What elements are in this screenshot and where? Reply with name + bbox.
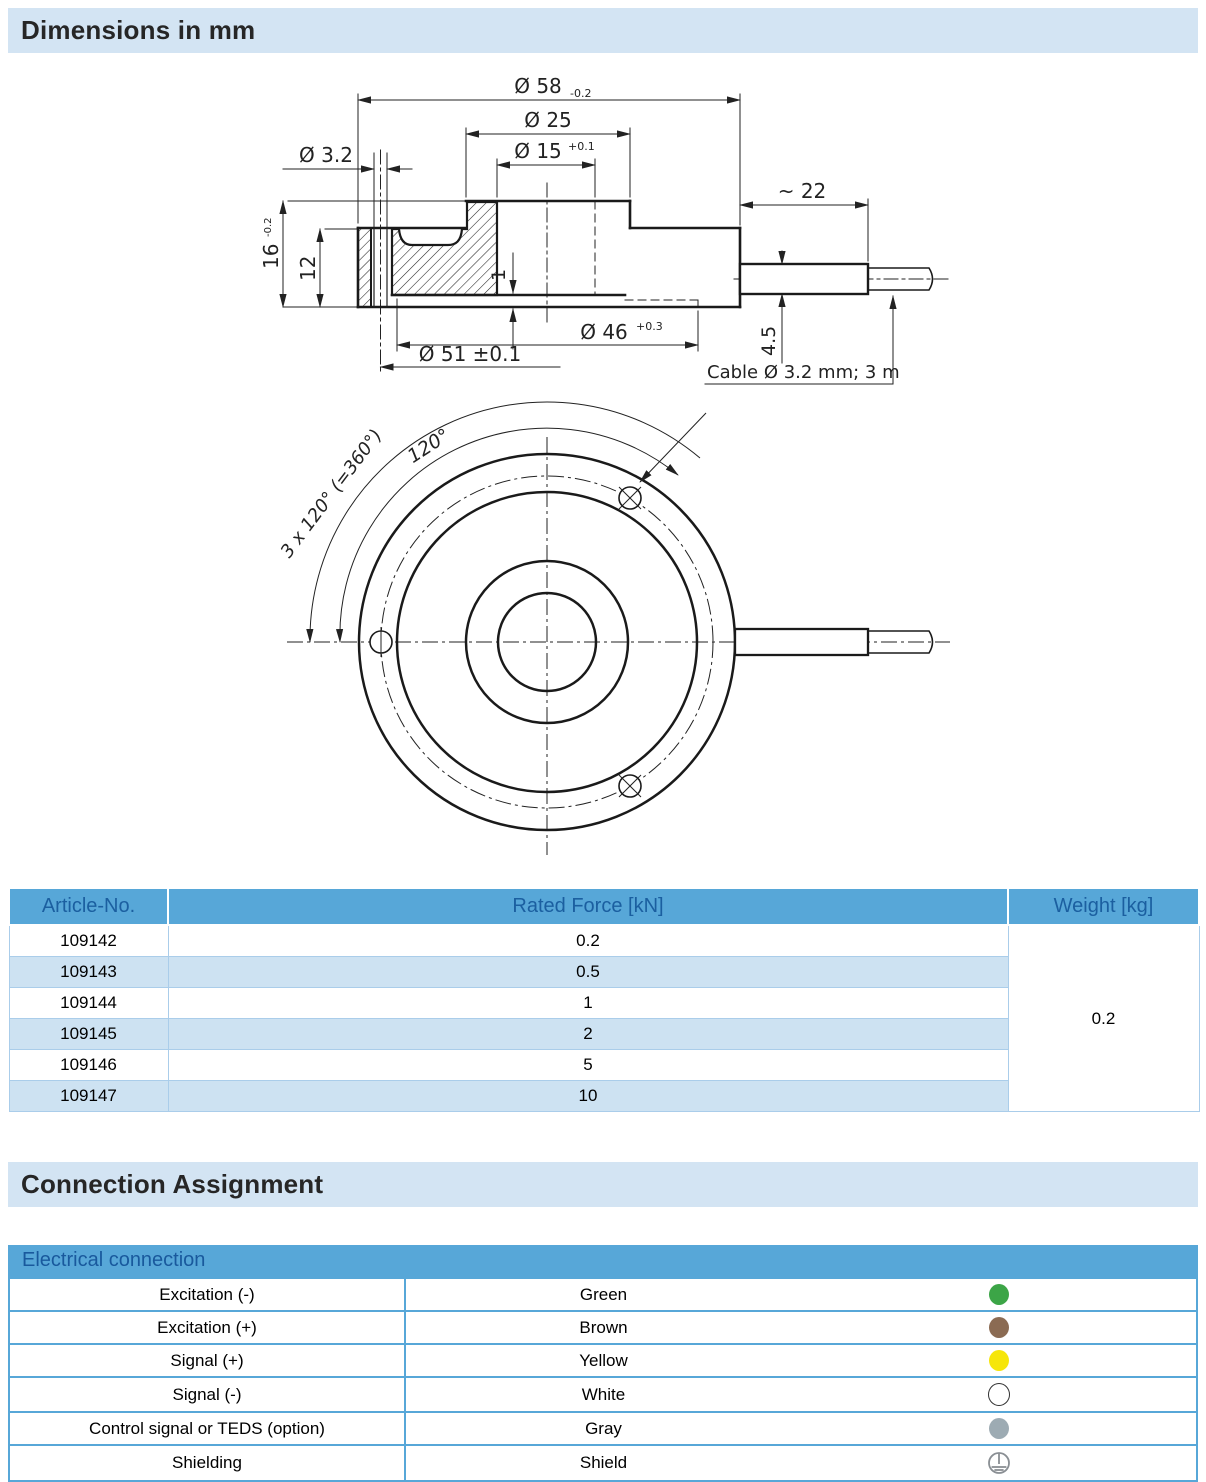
green-wire-dot [989, 1284, 1009, 1305]
wire-function: Excitation (+) [9, 1311, 405, 1344]
wire-color-name: Brown [405, 1311, 801, 1344]
angle-3x120-label: 3 x 120° (=360°) [276, 425, 387, 562]
wire-color-cell [801, 1445, 1197, 1481]
article-no: 109142 [9, 925, 168, 957]
dim-diameter-25: Ø 25 [524, 108, 572, 132]
ground-shield-icon [987, 1451, 1011, 1475]
dim-length-22: ~ 22 [777, 179, 827, 203]
list-item [9, 1344, 1197, 1377]
brown-wire-dot [989, 1317, 1009, 1338]
dim-diameter-46: Ø 46 [580, 320, 628, 344]
load-cell-drawing [0, 55, 1206, 867]
article-no: 109144 [9, 988, 168, 1019]
wire-function: Excitation (-) [9, 1278, 405, 1311]
hatched-outer-ring [358, 228, 371, 307]
rated-force: 0.5 [168, 957, 1008, 988]
dim-diameter-15-tolerance: +0.1 [568, 140, 595, 153]
dimensions-banner-title: Dimensions in mm [8, 8, 1198, 53]
dim-diameter-51: Ø 51 ±0.1 [418, 342, 522, 366]
dim-height-4-5: 4.5 [758, 325, 780, 356]
col-header-article-no: Article-No. [9, 888, 168, 925]
dim-recess-1: 1 [488, 268, 510, 281]
wire-color-cell [801, 1412, 1197, 1445]
article-no: 109145 [9, 1019, 168, 1050]
dim-diameter-58: Ø 58 [514, 74, 562, 98]
top-view [277, 402, 950, 855]
list-item [9, 1278, 1197, 1311]
hatched-section-body [392, 202, 497, 295]
dim-height-12: 12 [296, 255, 320, 281]
wire-color-name: Yellow [405, 1344, 801, 1377]
table-row [9, 925, 1199, 957]
list-item [9, 1377, 1197, 1412]
dim-height-16: 16 [259, 243, 283, 269]
rated-force: 0.2 [168, 925, 1008, 957]
col-header-rated-force: Rated Force [kN] [168, 888, 1008, 925]
cross-section-view [259, 74, 948, 384]
list-item [9, 1311, 1197, 1344]
dim-diameter-3-2: Ø 3.2 [299, 143, 353, 167]
dim-diameter-58-tolerance: -0.2 [570, 87, 592, 100]
dim-height-16-tolerance: -0.2 [263, 217, 274, 237]
white-wire-dot [988, 1383, 1010, 1406]
article-table [8, 887, 1200, 1112]
dim-diameter-46-tolerance: +0.3 [636, 320, 663, 333]
dim-diameter-15: Ø 15 [514, 139, 562, 163]
article-no: 109143 [9, 957, 168, 988]
wire-color-cell [801, 1311, 1197, 1344]
list-item [9, 1445, 1197, 1481]
wire-color-name: Green [405, 1278, 801, 1311]
rated-force: 2 [168, 1019, 1008, 1050]
wire-color-name: Gray [405, 1412, 801, 1445]
col-header-weight: Weight [kg] [1008, 888, 1199, 925]
wire-color-cell [801, 1377, 1197, 1412]
cable-label: Cable Ø 3.2 mm; 3 m [707, 362, 900, 383]
article-no: 109146 [9, 1050, 168, 1081]
list-item [9, 1412, 1197, 1445]
electrical-connection-header: Electrical connection [9, 1245, 1197, 1278]
article-no: 109147 [9, 1081, 168, 1112]
connection-assignment-banner-title: Connection Assignment [8, 1162, 1198, 1207]
angle-120-label: 120° [403, 424, 454, 468]
rated-force: 10 [168, 1081, 1008, 1112]
weight-value: 0.2 [1008, 925, 1199, 1112]
gray-wire-dot [989, 1418, 1009, 1439]
electrical-connection-table [8, 1245, 1198, 1482]
technical-drawing [0, 55, 1206, 867]
wire-function: Signal (-) [9, 1377, 405, 1412]
wire-function: Control signal or TEDS (option) [9, 1412, 405, 1445]
wire-color-cell [801, 1344, 1197, 1377]
wire-function: Signal (+) [9, 1344, 405, 1377]
rated-force: 5 [168, 1050, 1008, 1081]
wire-color-name: White [405, 1377, 801, 1412]
yellow-wire-dot [989, 1350, 1009, 1371]
rated-force: 1 [168, 988, 1008, 1019]
wire-color-cell [801, 1278, 1197, 1311]
wire-function: Shielding [9, 1445, 405, 1481]
wire-color-name: Shield [405, 1445, 801, 1481]
